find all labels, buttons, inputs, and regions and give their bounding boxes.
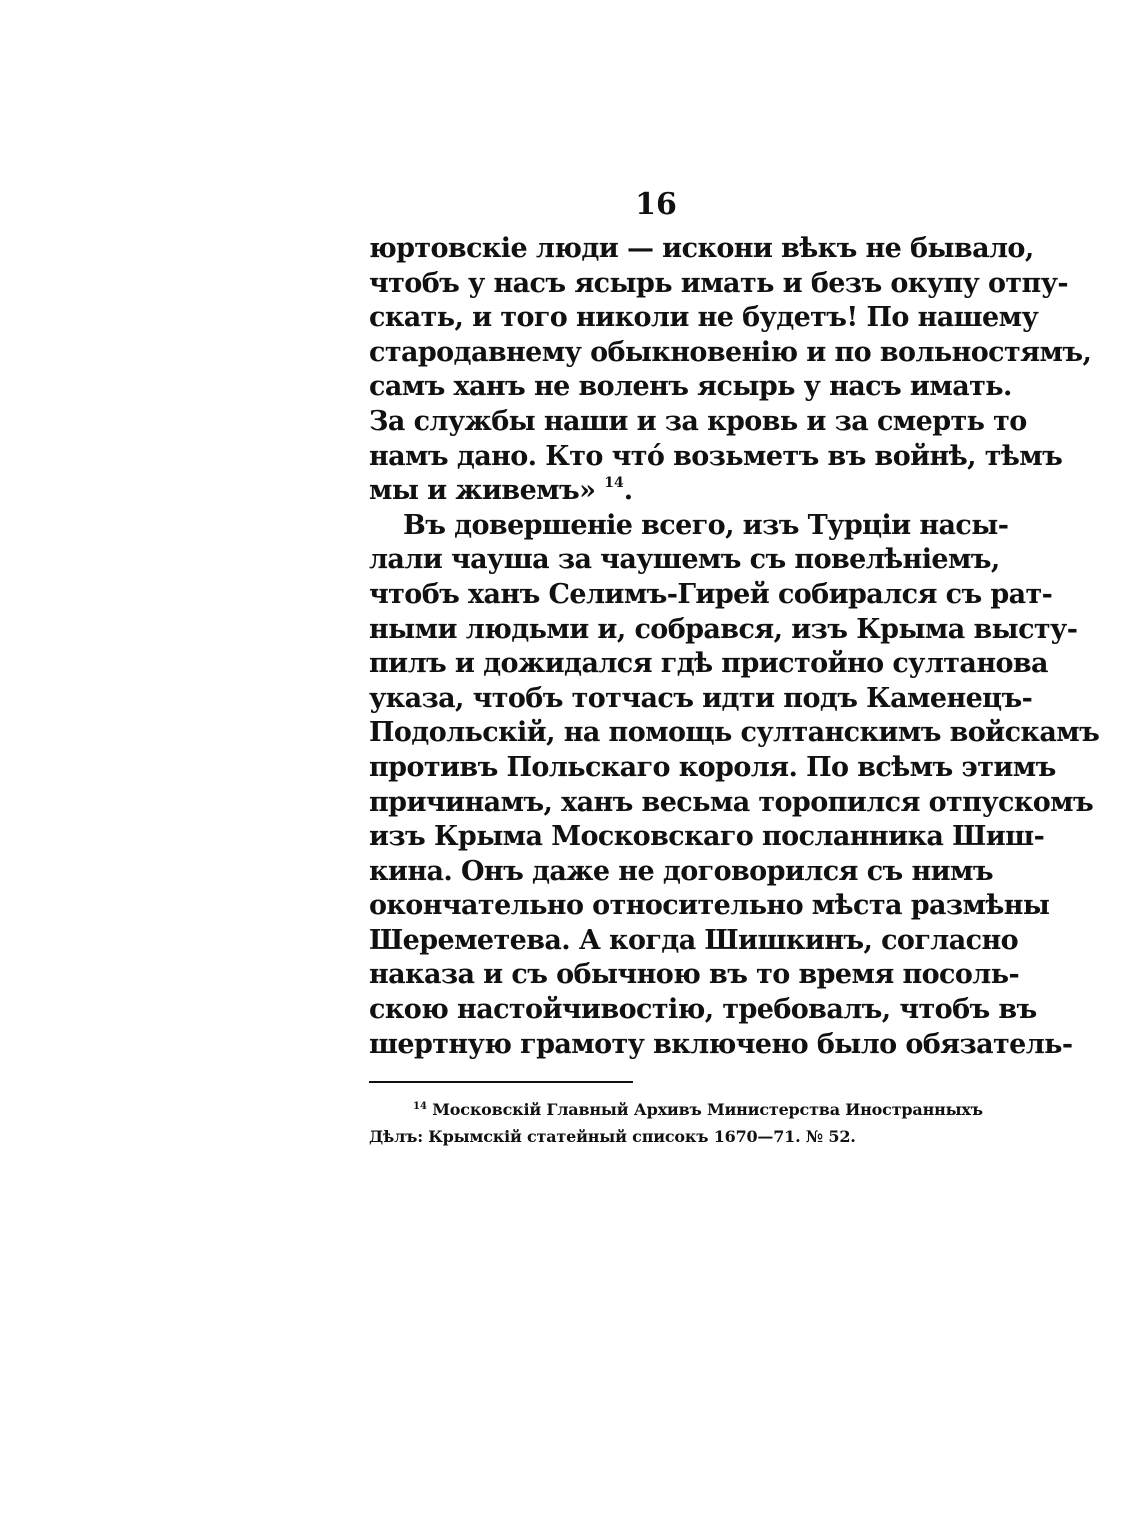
footnote-line: Дѣлъ: Крымскій статейный списокъ 1670—71. № 52. — [369, 1127, 856, 1146]
text-line: самъ ханъ не воленъ ясырь у насъ имать. — [369, 371, 1012, 403]
text-line: шертную грамоту включено было обязатель- — [369, 1028, 1073, 1060]
text-line: кина. Онъ даже не договорился съ нимъ — [369, 855, 994, 887]
text-line: указа, чтобъ тотчасъ идти подъ Каменецъ- — [369, 682, 1033, 714]
footnote-line — [369, 1096, 983, 1123]
text-line-last — [369, 474, 945, 509]
text-line: Въ довершеніе всего, изъ Турціи насы- — [403, 509, 1009, 541]
footnote-text: Московскій Главный Архивъ Министерства Иностранныхъ — [432, 1100, 983, 1119]
footnote — [369, 1096, 983, 1150]
text-fragment: . — [623, 475, 633, 507]
page-number: 16 — [635, 187, 677, 222]
text-line: скою настойчивостію, требовалъ, чтобъ въ — [369, 994, 1037, 1026]
text-line: чтобъ у насъ ясырь имать и безъ окупу отпу- — [369, 267, 1068, 299]
text-line: пилъ и дожидался гдѣ пристойно султанова — [369, 648, 1048, 680]
text-line: наказа и съ обычною въ то время посоль- — [369, 959, 1020, 991]
text-line: ными людьми и, собрався, изъ Крыма высту- — [369, 613, 1078, 645]
text-line: Шереметева. А когда Шишкинъ, согласно — [369, 924, 1019, 956]
footnote-reference[interactable]: 14 — [604, 475, 624, 492]
footnote-divider — [369, 1081, 633, 1083]
text-line: изъ Крыма Московскаго посланника Шиш- — [369, 821, 1045, 853]
text-line: стародавнему обыкновенію и по вольностямъ, — [369, 336, 1092, 368]
text-fragment: мы и живемъ» — [369, 475, 596, 507]
text-line: причинамъ, ханъ весьма торопился отпускомъ — [369, 786, 1094, 818]
text-line: окончательно относительно мѣста размѣны — [369, 890, 1050, 922]
text-line: Подольскій, на помощь султанскимъ войскамъ — [369, 717, 1100, 749]
text-line: чтобъ ханъ Селимъ-Гирей собирался съ рат- — [369, 578, 1053, 610]
text-line: противъ Польскаго короля. По всѣмъ этимъ — [369, 751, 1056, 783]
text-line: скать, и того николи не будетъ! По нашему — [369, 302, 1039, 334]
main-text — [369, 232, 1100, 1062]
text-line: лали чауша за чаушемъ съ повелѣніемъ, — [369, 544, 1000, 576]
text-line: намъ дано. Кто что́ возьметъ въ войнѣ, тѣмъ — [369, 440, 1063, 472]
text-line: За службы наши и за кровь и за смерть то — [369, 405, 1027, 437]
text-line: юртовскіе люди — искони вѣкъ не бывало, — [369, 233, 1034, 264]
footnote-number: 14 — [413, 1101, 427, 1112]
